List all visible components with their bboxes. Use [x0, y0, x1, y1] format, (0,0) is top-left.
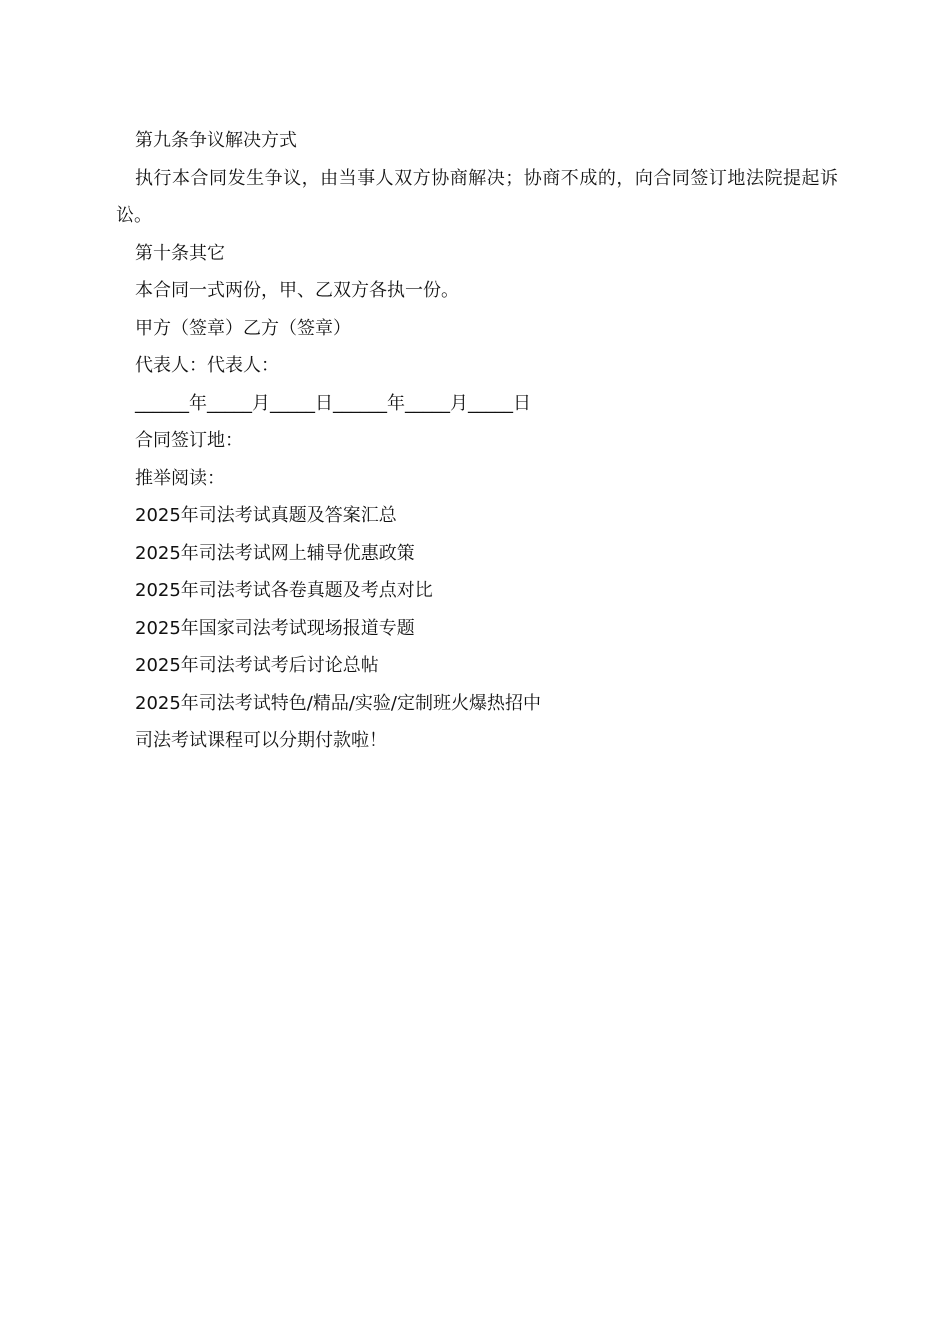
reading-link-2: 2025年司法考试网上辅导优惠政策	[135, 542, 415, 564]
reading-link-6: 2025年司法考试特色/精品/实验/定制班火爆热招中	[135, 692, 541, 714]
article-9-text: 执行本合同发生争议，由当事人双方协商解决；协商不成的，向合同签订地法院提起诉讼。	[116, 167, 838, 226]
signature-parties: 甲方（签章）乙方（签章）	[135, 317, 351, 339]
reading-link-5: 2025年司法考试考后讨论总帖	[135, 655, 379, 676]
reading-link-3: 2025年司法考试各卷真题及考点对比	[135, 580, 433, 601]
article-9-heading: 第九条争议解决方式	[135, 130, 297, 151]
article-10-heading: 第十条其它	[135, 242, 225, 264]
document-body	[116, 122, 838, 760]
reading-link-7: 司法考试课程可以分期付款啦！	[135, 730, 387, 751]
article-10-text: 本合同一式两份，甲、乙双方各执一份。	[135, 280, 459, 301]
signing-dates: ______年_____月_____日______年_____月_____日	[135, 392, 531, 414]
signing-place: 合同签订地：	[135, 430, 243, 451]
reading-link-1: 2025年司法考试真题及答案汇总	[135, 505, 397, 526]
reading-link-4: 2025年国家司法考试现场报道专题	[135, 617, 415, 639]
recommended-reading-heading: 推举阅读：	[135, 467, 225, 489]
representatives: 代表人：代表人：	[135, 355, 279, 376]
